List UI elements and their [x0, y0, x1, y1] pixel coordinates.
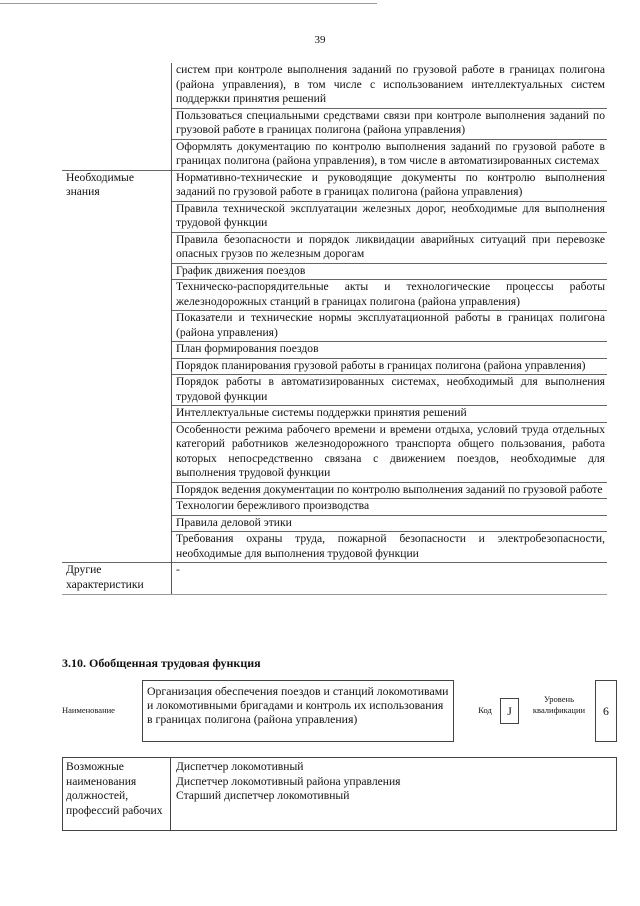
table-cell: График движения поездов — [172, 263, 608, 280]
table-cell: Правила деловой этики — [172, 515, 608, 532]
possible-titles-list — [176, 760, 401, 804]
table-cell: Оформлять документацию по контролю выполнения заданий по грузовой работе в границах полигона (района управления), в том числе в автоматизированных системах — [172, 139, 608, 170]
knowledge-label: Необходимые знания — [62, 170, 172, 563]
level-label: Уровень квалификации — [532, 694, 586, 715]
other-characteristics-label: Другие характеристики — [62, 563, 172, 595]
table-cell: Пользоваться специальными средствами связи при контроле выполнения заданий по грузовой работе в границах полигона (района управления) — [172, 108, 608, 139]
table-cell: Техническо-распорядительные акты и технологические процессы работы железнодорожных станций в границах полигона (района управления) — [172, 280, 608, 311]
table-row — [62, 63, 607, 108]
table-cell: Особенности режима рабочего времени и времени отдыха, условий труда отдельных категорий работников железнодорожного транспорта общего пользования, работа которых непосредственно связана с движением поездов, необходимые для выполнения трудовой функции — [172, 422, 608, 482]
list-item: Диспетчер локомотивный района управления — [176, 774, 401, 788]
top-rule — [0, 3, 377, 4]
code-label: Код — [478, 705, 492, 715]
section-title: 3.10. Обобщенная трудовая функция — [62, 656, 261, 670]
table-cell: Нормативно-технические и руководящие документы по контролю выполнения заданий по грузовой работе в границах полигона (района управления) — [172, 170, 608, 201]
name-value: Организация обеспечения поездов и станций локомотивами и локомотивными бригадами и контроль их использования в границах полигона (района управления) — [142, 680, 454, 742]
possible-titles-label: Возможные наименования должностей, профессий рабочих — [66, 760, 163, 817]
level-value: 6 — [595, 680, 617, 742]
table-cell: Требования охраны труда, пожарной безопасности и электробезопасности, необходимые для выполнения трудовой функции — [172, 532, 608, 563]
table-cell: систем при контроле выполнения заданий по грузовой работе в границах полигона (района управления), в том числе с использованием интеллектуальных систем поддержки принятия решений — [172, 63, 608, 108]
table-row — [62, 563, 607, 595]
table-cell: Порядок работы в автоматизированных системах, необходимый для выполнения трудовой функции — [172, 375, 608, 406]
generalized-function-box — [62, 678, 617, 742]
table-cell: Интеллектуальные системы поддержки принятия решений — [172, 406, 608, 423]
list-item: Старший диспетчер локомотивный — [176, 789, 350, 802]
code-value: J — [500, 698, 519, 724]
table-cell: Порядок ведения документации по контролю выполнения заданий по грузовой работе — [172, 482, 608, 499]
other-characteristics-value: - — [172, 563, 608, 595]
table-row — [62, 139, 607, 170]
divider — [170, 758, 171, 830]
skills-knowledge-table — [62, 63, 607, 595]
name-label: Наименование — [62, 705, 115, 715]
table-cell: Технологии бережливого производства — [172, 499, 608, 516]
possible-titles-box — [62, 757, 617, 831]
table-cell: Порядок планирования грузовой работы в границах полигона (района управления) — [172, 358, 608, 375]
list-item: Диспетчер локомотивный — [176, 760, 304, 773]
table-row — [62, 170, 607, 201]
table-cell: Правила технической эксплуатации железных дорог, необходимые для выполнения трудовой функции — [172, 201, 608, 232]
page-number: 39 — [314, 34, 326, 46]
table-cell: Показатели и технические нормы эксплуатационной работы в границах полигона (района управления) — [172, 311, 608, 342]
table-row — [62, 108, 607, 139]
table-cell: Правила безопасности и порядок ликвидации аварийных ситуаций при перевозке опасных грузов по железным дорогам — [172, 232, 608, 263]
table-cell: План формирования поездов — [172, 342, 608, 359]
